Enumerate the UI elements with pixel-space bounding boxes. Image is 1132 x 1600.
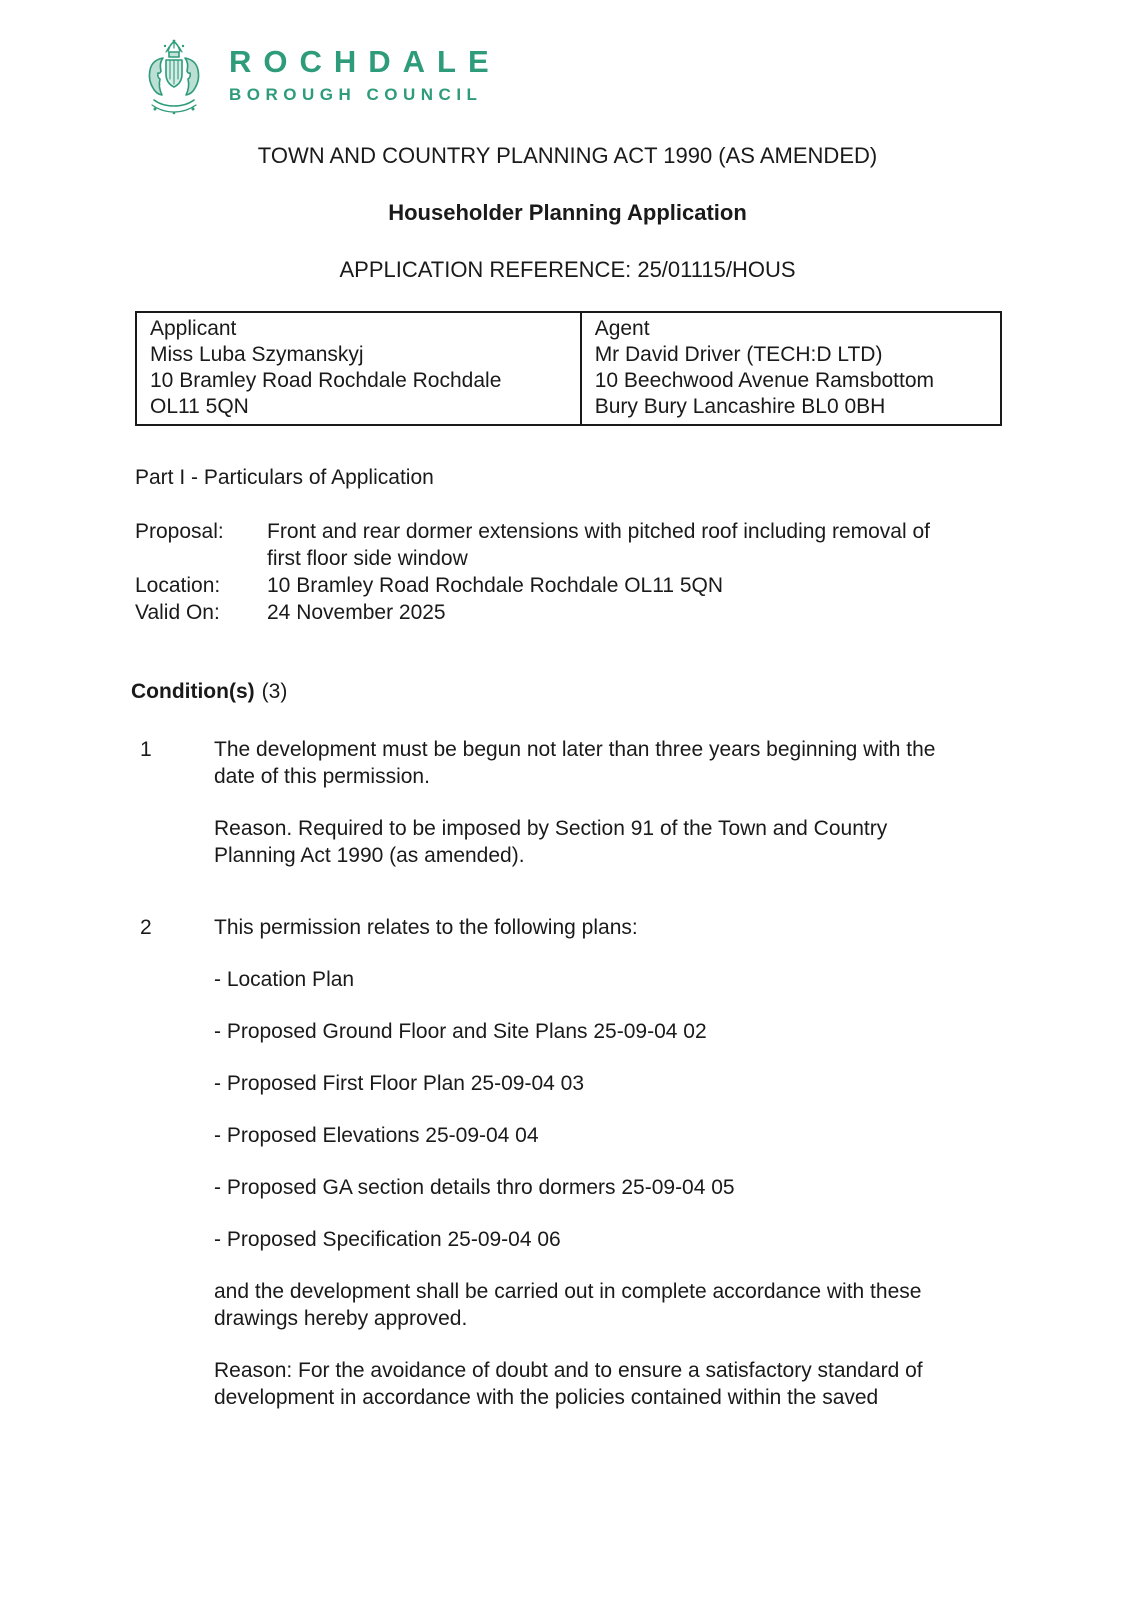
condition-number: 2 [140, 916, 152, 939]
condition-intro: This permission relates to the following plans: [214, 916, 638, 939]
condition-body [214, 736, 966, 869]
conditions-heading-label: Condition(s) [131, 680, 255, 703]
valid-on-value: 24 November 2025 [267, 601, 446, 624]
particulars-fields [135, 518, 1000, 626]
condition-paragraph: The development must be begun not later than three years beginning with the date of this permission. [214, 738, 936, 788]
parties-table [135, 311, 1002, 426]
condition-reason: Reason. Required to be imposed by Section 91 of the Town and Country Planning Act 1990 (as amended). [214, 817, 888, 867]
condition-number: 1 [140, 738, 152, 761]
plan-list-item: - Proposed Ground Floor and Site Plans 25-09-04 02 [214, 1020, 707, 1043]
agent-heading: Agent [594, 317, 650, 340]
conditions-heading [131, 678, 1000, 705]
parties-row [136, 312, 1001, 425]
applicant-heading: Applicant [150, 317, 237, 340]
agent-address-line: 10 Beechwood Avenue Ramsbottom [594, 369, 935, 392]
council-crest-icon [139, 38, 209, 116]
agent-address-line2: Bury Bury Lancashire BL0 0BH [594, 395, 886, 418]
condition-reason: Reason: For the avoidance of doubt and to ensure a satisfactory standard of development in accordance with the policies contained within the saved [214, 1359, 923, 1409]
council-logo [139, 38, 1000, 116]
plan-list-item: - Location Plan [214, 968, 355, 991]
applicant-name: Miss Luba Szymanskyj [150, 343, 364, 366]
agent-name: Mr David Driver (TECH:D LTD) [594, 343, 883, 366]
logo-subtitle: BOROUGH COUNCIL [229, 85, 483, 104]
application-type-title: Householder Planning Application [388, 200, 747, 225]
condition-item-2 [140, 914, 1000, 1411]
proposal-label: Proposal: [135, 520, 224, 543]
part1-heading: Part I - Particulars of Application [135, 466, 434, 489]
plan-list-item: - Proposed GA section details thro dormers 25-09-04 05 [214, 1176, 735, 1199]
condition-closing: and the development shall be carried out in complete accordance with these drawings hereby approved. [214, 1280, 922, 1330]
applicant-address-line: 10 Bramley Road Rochdale Rochdale [150, 369, 502, 392]
condition-body [214, 914, 966, 1411]
proposal-value: Front and rear dormer extensions with pitched roof including removal of first floor side window [267, 520, 930, 570]
conditions-count: (3) [261, 680, 288, 703]
plan-list-item: - Proposed Elevations 25-09-04 04 [214, 1124, 539, 1147]
plan-list-item: - Proposed First Floor Plan 25-09-04 03 [214, 1072, 585, 1095]
valid-on-label: Valid On: [135, 601, 220, 624]
condition-item-1 [140, 736, 1000, 869]
location-value: 10 Bramley Road Rochdale Rochdale OL11 5QN [267, 574, 724, 597]
logo-wordmark: ROCHDALE [229, 44, 501, 79]
applicant-postcode: OL11 5QN [150, 395, 249, 418]
applicant-cell [136, 312, 581, 425]
plan-list-item: - Proposed Specification 25-09-04 06 [214, 1228, 561, 1251]
agent-cell [581, 312, 1001, 425]
application-reference: APPLICATION REFERENCE: 25/01115/HOUS [339, 257, 796, 282]
act-title: TOWN AND COUNTRY PLANNING ACT 1990 (AS AMENDED) [257, 143, 878, 168]
location-label: Location: [135, 574, 221, 597]
logo-wordmark-block [229, 38, 501, 104]
